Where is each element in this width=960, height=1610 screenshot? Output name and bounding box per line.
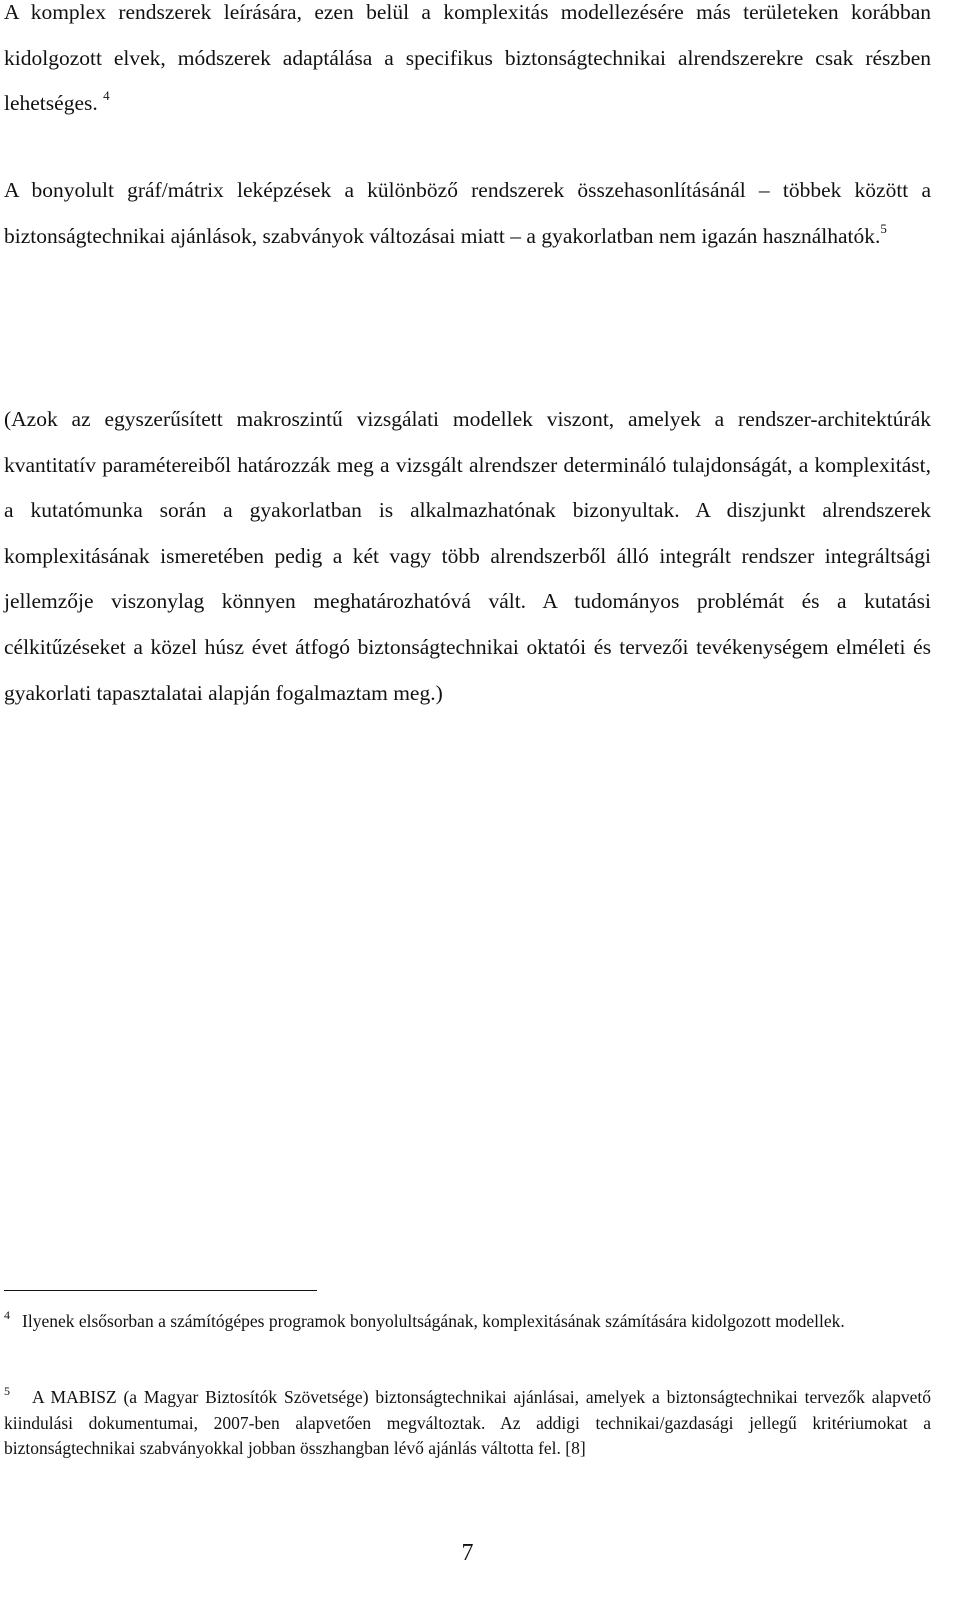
page-number: 7	[461, 1540, 474, 1566]
paragraph-text: A bonyolult gráf/mátrix leképzések a különböző rendszerek összehasonlításánál – többek között a biztonságtechnikai ajánlások, szabványok változásai miatt – a gyakorlatban nem igazán használhatók.	[4, 178, 931, 248]
footnote-4	[4, 1309, 931, 1335]
footnote-reference-5[interactable]: 5	[880, 220, 887, 236]
footnote-text: Ilyenek elsősorban a számítógépes programok bonyolultságának, komplexitásának számítására kidolgozott modellek.	[22, 1311, 845, 1331]
footnote-mark: 4	[4, 1308, 10, 1322]
paragraph-text: (Azok az egyszerűsített makroszintű vizsgálati modellek viszont, amelyek a rendszer-architektúrák kvantitatív paramétereiből határozzák meg a vizsgált alrendszer determináló tulajdonságát, a komplexitást, a kutatómunka során a gyakorlatban is alkalmazhatónak bizonyultak. A diszjunkt alrendszerek komplexitásának ismeretében pedig a két vagy több alrendszerből álló integrált rendszer integráltsági jellemzője viszonylag könnyen meghatározhatóvá vált. A tudományos problémát és a kutatási célkitűzéseket a közel húsz évet átfogó biztonságtechnikai oktatói és tervezői tevékenységem elméleti és gyakorlati tapasztalatai alapján fogalmaztam meg.)	[4, 407, 931, 705]
paragraph-macro-models	[4, 397, 931, 716]
paragraph-graph-matrix	[4, 168, 931, 259]
footnote-5	[4, 1385, 931, 1462]
paragraph-complex-systems	[4, 0, 931, 127]
footnote-reference-4[interactable]: 4	[103, 88, 110, 104]
paragraph-text: A komplex rendszerek leírására, ezen belül a komplexitás modellezésére más területeken korábban kidolgozott elvek, módszerek adaptálása a specifikus biztonságtechnikai alrendszerekre csak részben lehetséges.	[4, 0, 931, 116]
footnote-text: A MABISZ (a Magyar Biztosítók Szövetsége) biztonságtechnikai ajánlásai, amelyek a biztonságtechnikai tervezők alapvető kiindulási dokumentumai, 2007-ben alapvetően megváltoztak. Az addigi technikai/gazdasági jellegű kritériumokat a biztonságtechnikai szabványokkal jobban összhangban lévő ajánlás váltotta fel. [8]	[4, 1387, 931, 1458]
footnote-mark: 5	[4, 1384, 10, 1398]
footnote-separator	[4, 1290, 317, 1291]
